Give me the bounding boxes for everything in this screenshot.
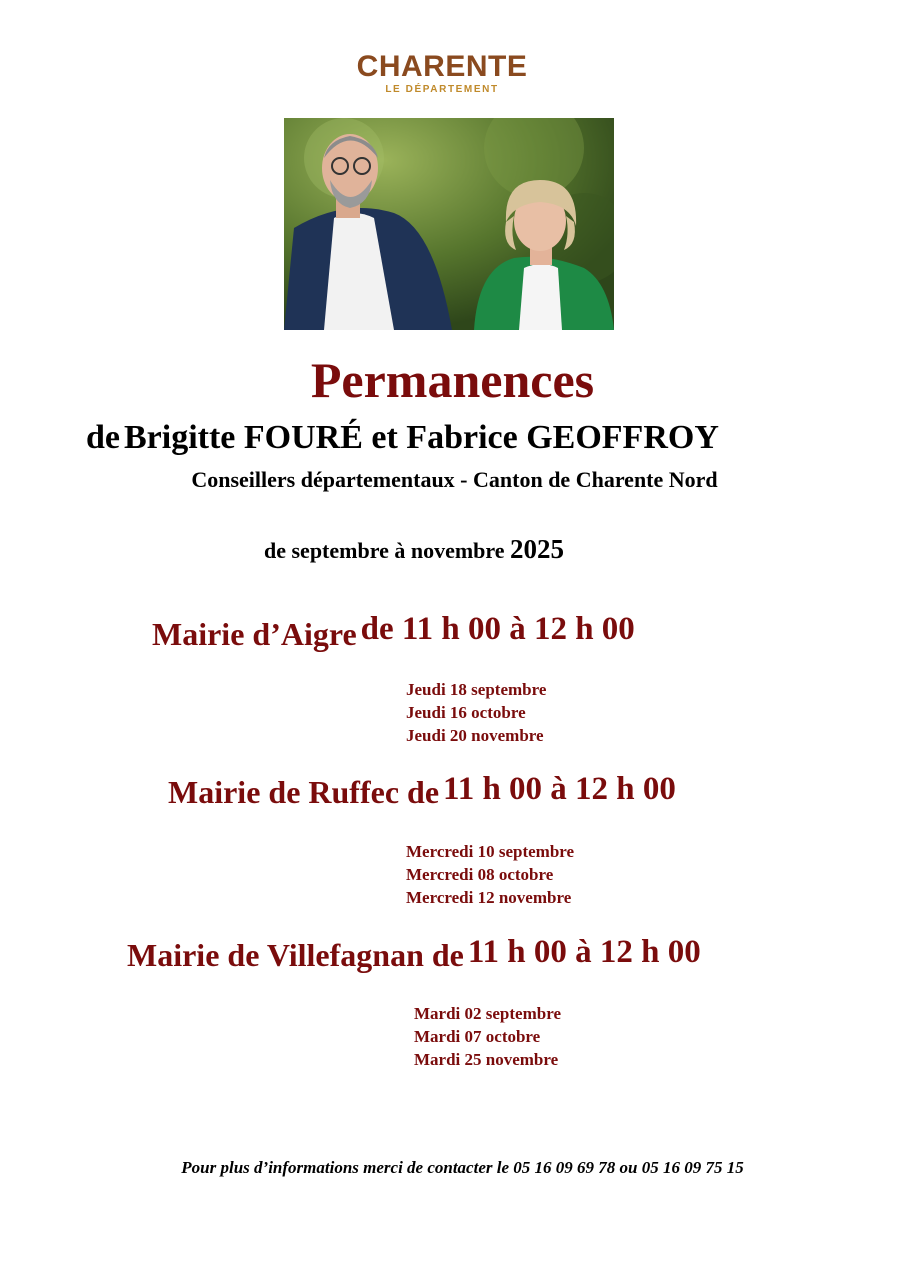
period-text: de septembre à novembre	[264, 538, 505, 563]
charente-logo	[332, 38, 552, 110]
venue-hours: de 11 h 00 à 12 h 00	[360, 611, 635, 647]
venue-aigre-dates	[406, 678, 546, 747]
list-item: Jeudi 18 septembre	[406, 680, 547, 699]
logo-name: CHARENTE	[356, 50, 528, 83]
names-prefix: de	[86, 419, 120, 456]
venue-name: Mairie d’Aigre	[152, 616, 357, 652]
contact-footer: Pour plus d’informations merci de contacter le 05 16 09 69 78 ou 05 16 09 75 15	[181, 1158, 744, 1177]
councillor-role: Conseillers départementaux - Canton de Charente Nord	[191, 467, 718, 492]
logo-subtitle: LE DÉPARTEMENT	[385, 84, 499, 95]
venue-villefagnan-dates	[414, 1002, 561, 1071]
venue-name: Mairie de Villefagnan de	[127, 937, 464, 973]
venue-name: Mairie de Ruffec de	[168, 774, 440, 810]
page-title: Permanences	[310, 352, 595, 408]
list-item: Mercredi 08 octobre	[406, 865, 554, 884]
venue-aigre	[152, 611, 635, 655]
venue-ruffec-dates	[406, 840, 574, 909]
list-item: Jeudi 16 octobre	[406, 703, 526, 722]
list-item: Jeudi 20 novembre	[406, 726, 544, 745]
list-item: Mardi 25 novembre	[414, 1050, 559, 1069]
names-text: Brigitte FOURÉ et Fabrice GEOFFROY	[124, 419, 719, 456]
period-year: 2025	[510, 534, 565, 564]
venue-hours: 11 h 00 à 12 h 00	[467, 934, 701, 970]
councillor-names	[86, 418, 826, 458]
councillors-photo	[284, 118, 614, 330]
list-item: Mercredi 10 septembre	[406, 842, 575, 861]
venue-ruffec	[168, 772, 676, 813]
list-item: Mardi 02 septembre	[414, 1004, 561, 1023]
list-item: Mardi 07 octobre	[414, 1027, 541, 1046]
period	[264, 532, 564, 568]
venue-hours: 11 h 00 à 12 h 00	[443, 771, 676, 807]
list-item: Mercredi 12 novembre	[406, 888, 572, 907]
venue-villefagnan	[127, 935, 701, 976]
